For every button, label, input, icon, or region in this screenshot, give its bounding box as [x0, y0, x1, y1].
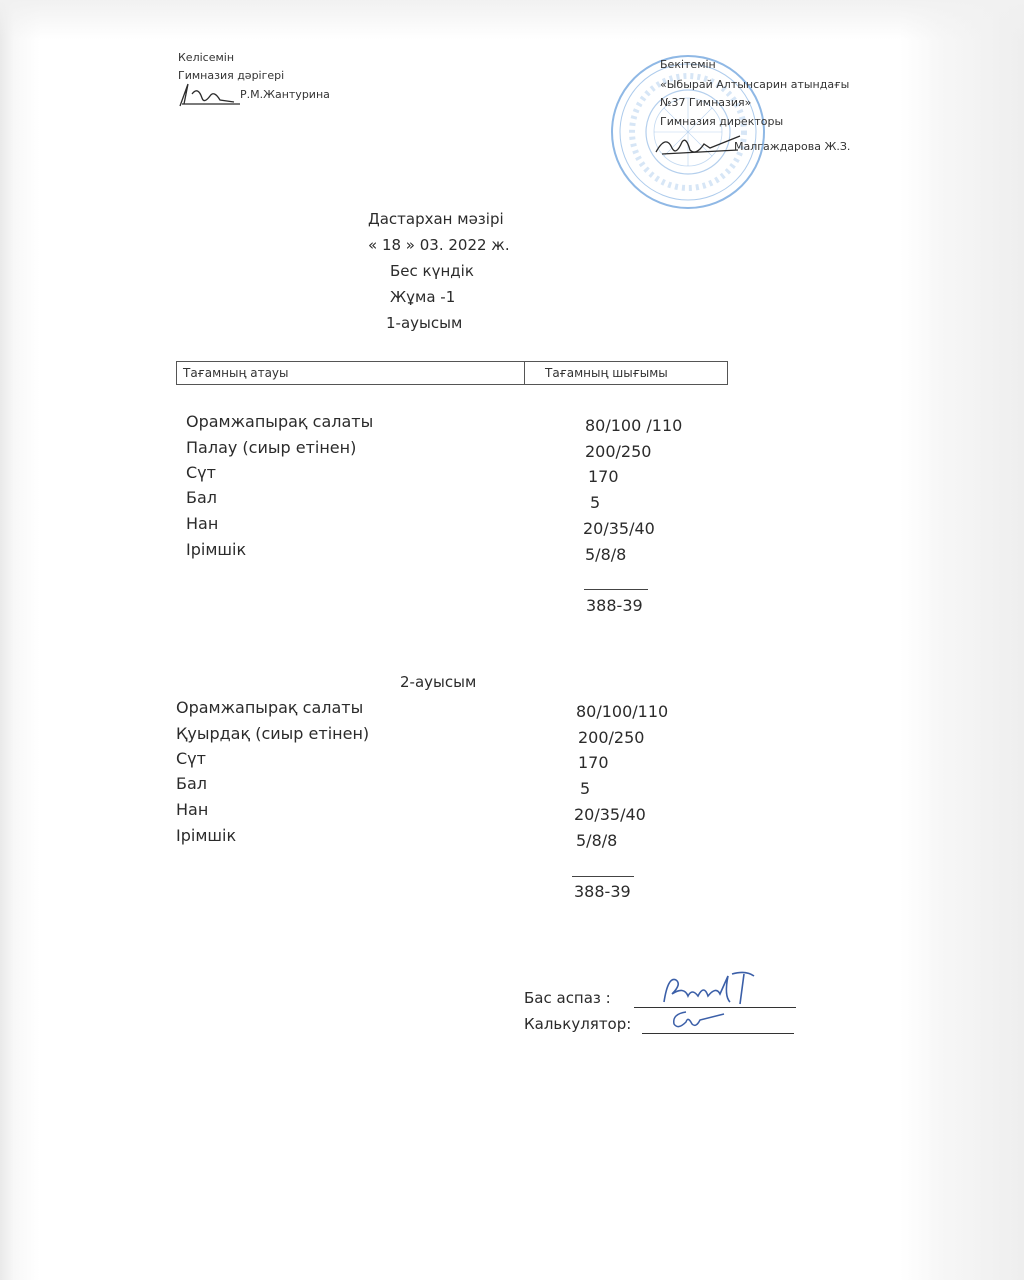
- table-header: [176, 361, 728, 385]
- approval-left-line2: Гимназия дәрігері: [178, 69, 285, 82]
- calculator-signature-icon: [664, 1002, 744, 1034]
- shift2-item-name: Ірімшік: [176, 826, 237, 845]
- shift2-total: 388-39: [574, 882, 631, 901]
- shift1-item-value: 5: [590, 493, 601, 512]
- approval-right-name: Малгаждарова Ж.З.: [734, 140, 851, 153]
- shift2-item-value: 80/100/110: [576, 702, 669, 721]
- shift2-item-name: Сүт: [176, 749, 206, 768]
- approval-left-name: Р.М.Жантурина: [240, 88, 330, 101]
- menu-period: Бес күндік: [390, 262, 474, 280]
- shift1-item-name: Ірімшік: [186, 540, 247, 559]
- shift2-item-value: 200/250: [578, 728, 645, 747]
- approval-right-line3: №37 Гимназия»: [660, 96, 752, 109]
- approval-right-line1: Бекітемін: [660, 58, 716, 71]
- shift2-total-rule: [572, 876, 634, 877]
- shift2-item-value: 170: [578, 753, 609, 772]
- shift1-total-rule: [584, 589, 648, 590]
- column-header-yield: Тағамның шығымы: [545, 366, 668, 380]
- shift1-item-value: 200/250: [585, 442, 652, 461]
- shift1-item-value: 5/8/8: [585, 545, 627, 564]
- approval-right-line4: Гимназия директоры: [660, 115, 784, 128]
- menu-day: Жұма -1: [390, 288, 456, 306]
- shift1-item-value: 80/100 /110: [585, 416, 683, 435]
- shift1-item-value: 20/35/40: [583, 519, 655, 538]
- shift1-item-name: Орамжапырақ салаты: [186, 412, 374, 431]
- shift1-item-value: 170: [588, 467, 619, 486]
- shift1-item-name: Бал: [186, 488, 218, 507]
- shift2-item-name: Қуырдақ (сиыр етінен): [176, 724, 370, 743]
- approval-right-block: [660, 58, 900, 158]
- doctor-signature-icon: [174, 74, 254, 114]
- shift1-item-name: Сүт: [186, 463, 216, 482]
- shift1-item-name: Нан: [186, 514, 219, 533]
- shift1-item-name: Палау (сиыр етінен): [186, 438, 357, 457]
- shift2-item-name: Орамжапырақ салаты: [176, 698, 364, 717]
- menu-date: « 18 » 03. 2022 ж.: [368, 236, 510, 254]
- column-header-name: Тағамның атауы: [177, 362, 525, 384]
- approval-left-line1: Келісемін: [178, 51, 235, 64]
- shift2-title: 2-ауысым: [400, 673, 477, 691]
- shift2-item-name: Нан: [176, 800, 209, 819]
- shift2-item-name: Бал: [176, 774, 208, 793]
- approval-left-block: [178, 48, 408, 118]
- page-top-shadow: [0, 0, 1024, 40]
- director-signature-icon: [652, 128, 744, 162]
- shift2-item-value: 5/8/8: [576, 831, 618, 850]
- chef-label: Бас аспаз :: [524, 989, 611, 1007]
- shift1-title: 1-ауысым: [386, 314, 463, 332]
- shift1-total: 388-39: [586, 596, 643, 615]
- approval-right-line2: «Ыбырай Алтынсарин атындағы: [660, 78, 850, 91]
- calculator-label: Калькулятор:: [524, 1015, 632, 1033]
- shift2-item-value: 5: [580, 779, 591, 798]
- shift2-item-value: 20/35/40: [574, 805, 646, 824]
- menu-title: Дастархан мәзірі: [368, 210, 504, 228]
